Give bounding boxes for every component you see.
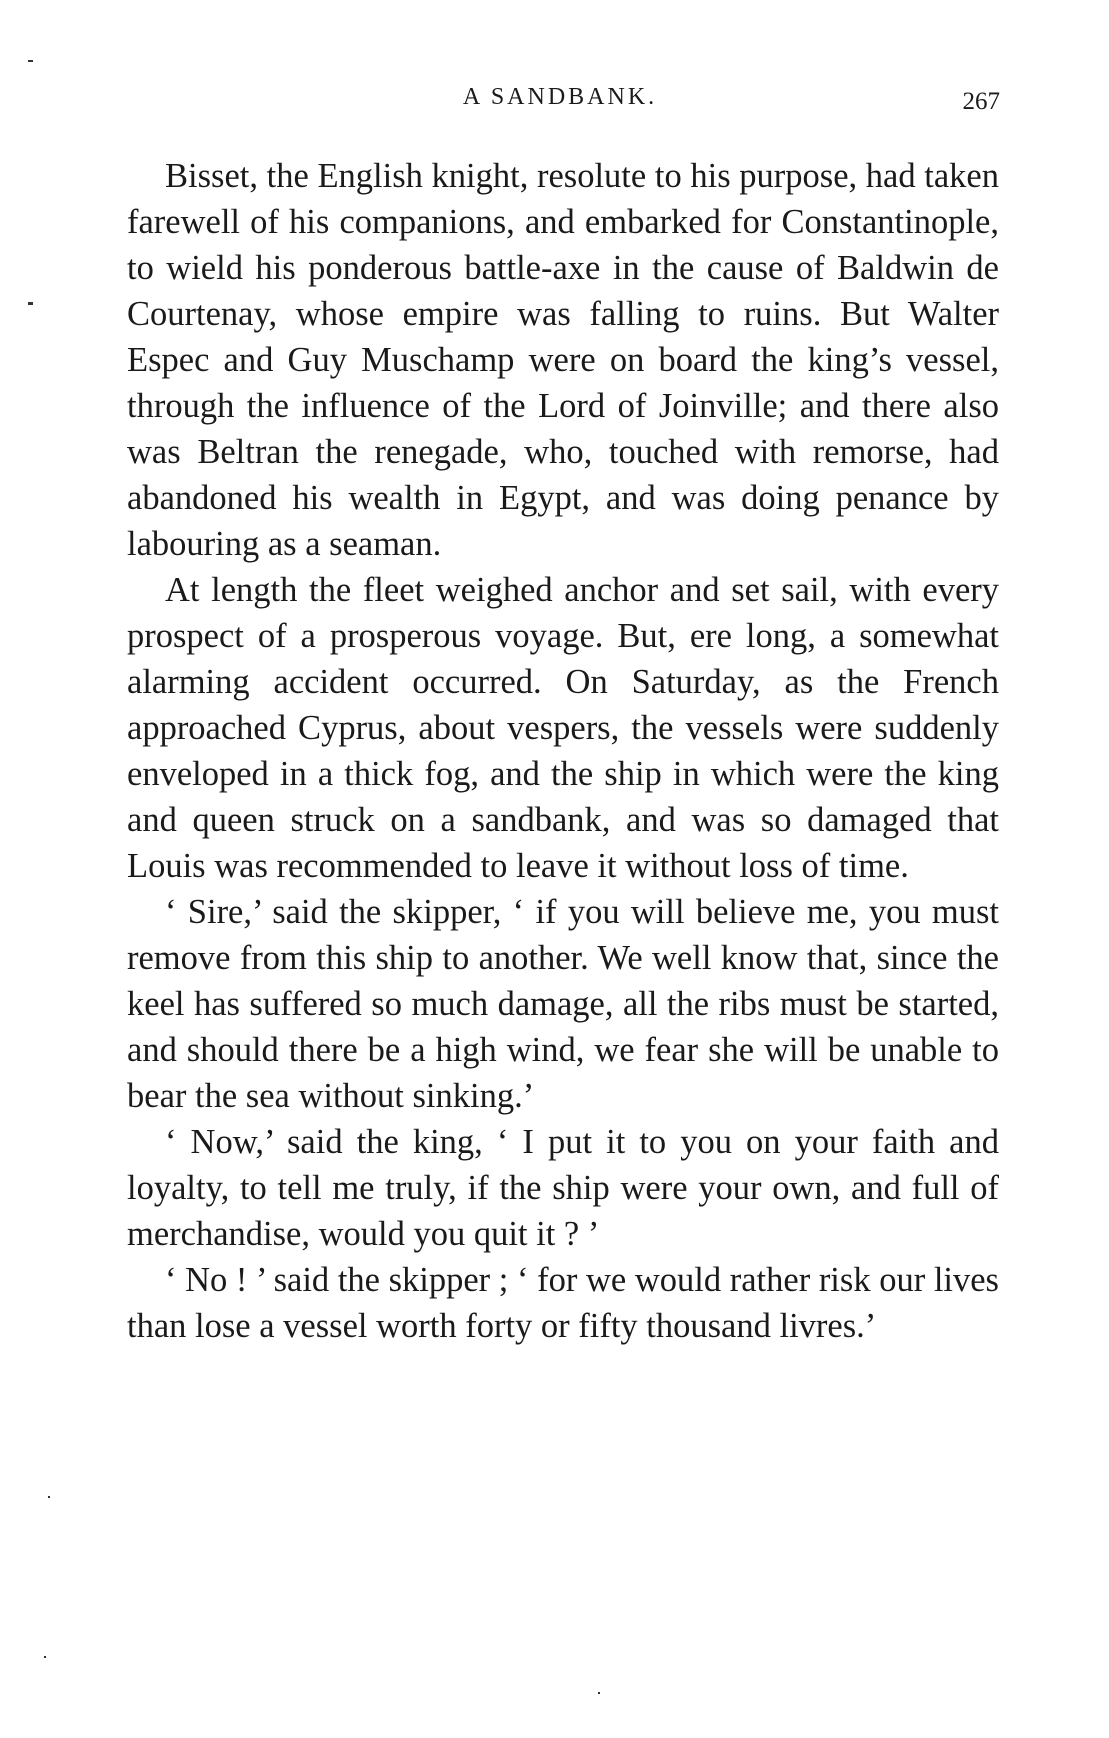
paragraph: ‘ Sire,’ said the skipper, ‘ if you will believe me, you must remove from this ship to another. We well know that, since the keel has suffered so much damage, all the ribs must be started, and should there be a high wind, we fear she will be unable to bear the sea without sinking.’ (127, 893, 999, 1115)
scan-speck (28, 302, 33, 305)
paragraph: ‘ No ! ’ said the skipper ; ‘ for we would rather risk our lives than lose a vessel worth forty or fifty thousand livres.’ (127, 1261, 999, 1345)
paragraph: Bisset, the English knight, resolute to his purpose, had taken farewell of his companions, and embarked for Constantinople, to wield his ponderous battle-axe in the cause of Baldwin de Courtenay, whose empire was falling to ruins. But Walter Espec and Guy Muschamp were on board the king’s vessel, through the influence of the Lord of Joinville; and there also was Beltran the renegade, who, touched with remorse, had abandoned his wealth in Egypt, and was doing penance by labouring as a seaman. (127, 157, 999, 563)
scan-speck (48, 1496, 50, 1498)
page-number: 267 (962, 88, 1000, 115)
paragraph: At length the fleet weighed anchor and set sail, with every prospect of a prosperous voyage. But, ere long, a somewhat alarming accident occurred. On Saturday, as the French approached Cyprus, about vespers, the vessels were suddenly enveloped in a thick fog, and the ship in which were the king and queen struck on a sandbank, and was so damaged that Louis was recommended to leave it without loss of time. (127, 571, 999, 885)
scan-speck (28, 60, 33, 62)
running-head (120, 84, 1000, 124)
paragraph: ‘ Now,’ said the king, ‘ I put it to you on your faith and loyalty, to tell me truly, if the ship were your own, and full of merchandise, would you quit it ? ’ (127, 1123, 999, 1253)
scan-speck (44, 1656, 46, 1658)
scan-speck (598, 1692, 600, 1694)
body-text (127, 153, 999, 1349)
running-title: A SANDBANK. (462, 84, 658, 110)
